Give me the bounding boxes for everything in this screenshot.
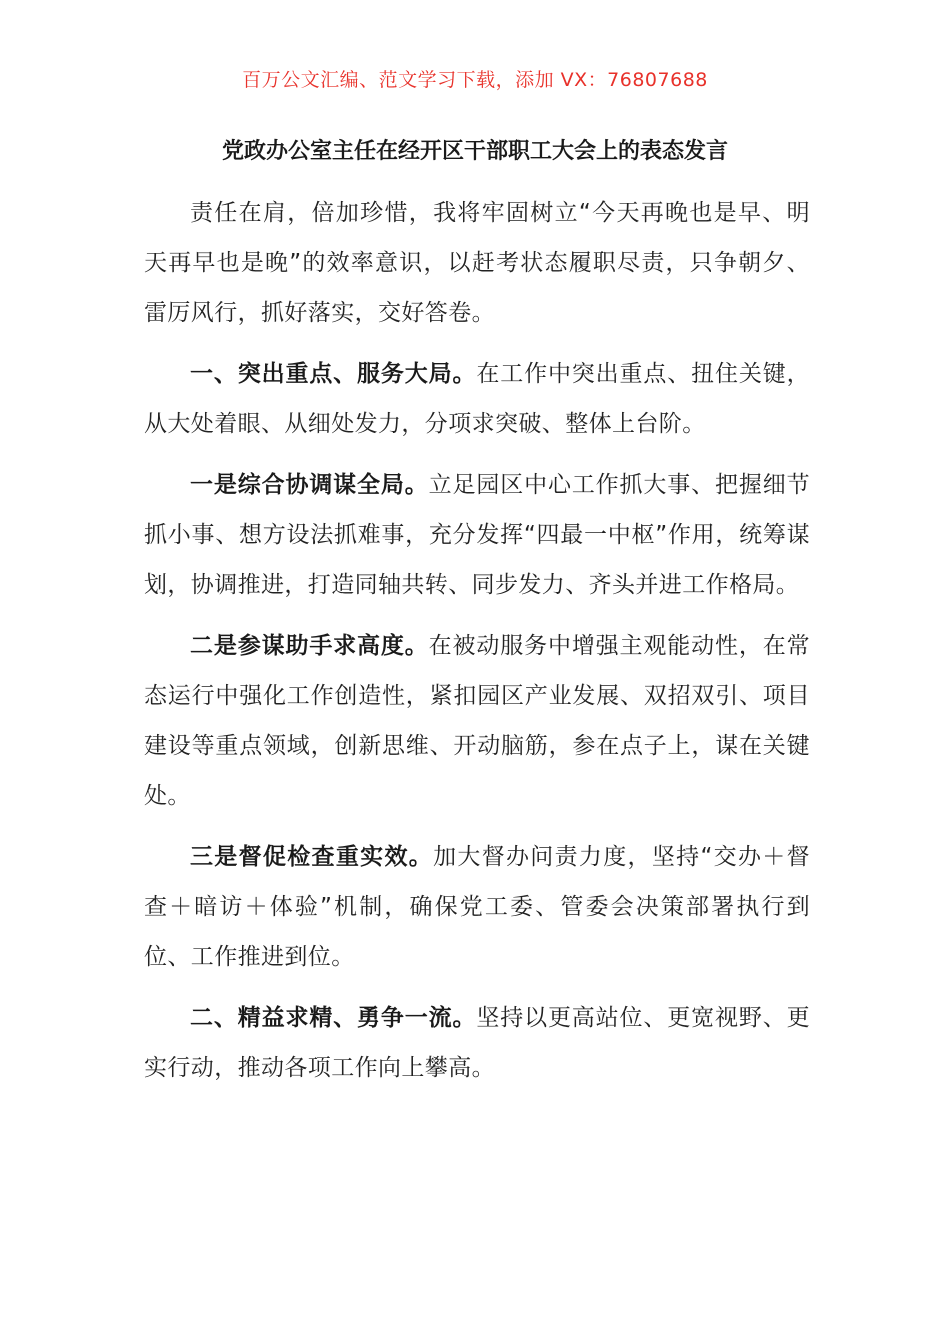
document-title: 党政办公室主任在经开区干部职工大会上的表态发言 (221, 139, 728, 164)
document-body (144, 188, 810, 1104)
paragraph-section-2 (144, 993, 810, 1093)
paragraph-text: 在被动服务中增强主观能动性，在常态运行中强化工作创造性，紧扣园区产业发展、双招双引、项目建设等重点领域，创新思维、开动脑筋，参在点子上，谋在关键处。 (144, 633, 810, 809)
paragraph-text: 在工作中突出重点、扭住关键，从大处着眼、从细处发力，分项求突破、整体上台阶。 (144, 361, 810, 437)
point-heading: 一是综合协调谋全局。 (190, 472, 429, 498)
paragraph-text: 立足园区中心工作抓大事、把握细节抓小事、想方设法抓难事，充分发挥“四最一中枢”作用，统筹谋划，协调推进，打造同轴共转、同步发力、齐头并进工作格局。 (144, 472, 810, 598)
section-heading: 二、精益求精、勇争一流。 (190, 1005, 477, 1031)
paragraph-text: 加大督办问责力度，坚持“交办＋督查＋暗访＋体验”机制，确保党工委、管委会决策部署执行到位、工作推进到位。 (144, 844, 810, 970)
point-heading: 三是督促检查重实效。 (190, 844, 434, 870)
paragraph-text: 坚持以更高站位、更宽视野、更实行动，推动各项工作向上攀高。 (144, 1005, 810, 1081)
paragraph-section-1 (144, 349, 810, 449)
paragraph-point-3 (144, 832, 810, 982)
paragraph-text: 责任在肩，倍加珍惜，我将牢固树立“今天再晚也是早、明天再早也是晚”的效率意识，以赶考状态履职尽责，只争朝夕、雷厉风行，抓好落实，交好答卷。 (144, 200, 810, 326)
section-heading: 一、突出重点、服务大局。 (190, 361, 477, 387)
promo-banner: 百万公文汇编、范文学习下载，添加 VX：76807688 (242, 69, 708, 91)
paragraph-point-1 (144, 460, 810, 610)
paragraph-point-2 (144, 621, 810, 821)
point-heading: 二是参谋助手求高度。 (190, 633, 429, 659)
paragraph-intro (144, 188, 810, 338)
